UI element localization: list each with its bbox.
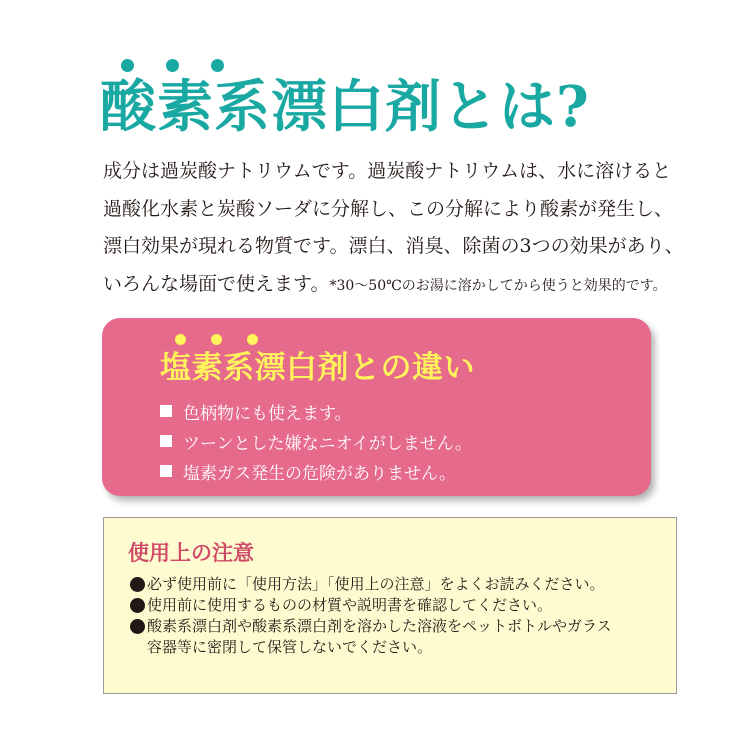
list-item: [130, 616, 612, 658]
list-item: [160, 456, 472, 486]
list-item: [160, 396, 472, 426]
emphasis-dot: [211, 59, 224, 72]
list-item-text: [147, 595, 552, 616]
circle-bullet-icon: [130, 598, 145, 613]
comparison-panel: [102, 318, 651, 496]
page-title: 酸素系漂白剤とは?: [100, 74, 590, 140]
list-item-text: 色柄物にも使えます。: [183, 403, 352, 424]
list-item-line: 容器等に密閉して保管しないでください。: [147, 638, 433, 656]
intro-line: 成分は過炭酸ナトリウムです。過炭酸ナトリウムは、水に溶けると: [103, 160, 672, 182]
intro-line: 過酸化水素と炭酸ソーダに分解し、この分解により酸素が発生し、: [103, 197, 674, 220]
list-item-line: 使用前に使用するものの材質や説明書を確認してください。: [147, 596, 553, 614]
list-item-text: 塩素ガス発生の危険がありません。: [183, 463, 457, 484]
caution-list: [130, 574, 612, 658]
circle-bullet-icon: [130, 577, 145, 592]
intro-paragraph: [103, 153, 693, 305]
list-item-text: [147, 574, 605, 595]
caution-panel: [103, 517, 677, 694]
circle-bullet-icon: [130, 619, 145, 634]
comparison-title: 塩素系漂白剤との違い: [160, 350, 475, 386]
intro-line: [103, 266, 693, 306]
emphasis-dots: [121, 59, 224, 72]
emphasis-dot: [121, 59, 134, 72]
intro-note: *30～50℃のお湯に溶かしてから使うと効果的です。: [329, 277, 667, 294]
caution-title: 使用上の注意: [128, 540, 254, 565]
list-item: [160, 426, 472, 456]
list-item-text: [147, 616, 612, 658]
square-bullet-icon: [160, 435, 172, 447]
emphasis-dot: [166, 59, 179, 72]
list-item-text: ツーンとした嫌なニオイがしません。: [183, 433, 472, 454]
intro-line-text: いろんな場面で使えます。: [103, 272, 330, 295]
square-bullet-icon: [160, 405, 172, 417]
list-item: [130, 574, 612, 595]
comparison-list: [160, 396, 472, 486]
list-item-line: 必ず使用前に「使用方法」「使用上の注意」をよくお読みください。: [147, 575, 605, 593]
square-bullet-icon: [160, 465, 172, 477]
list-item: [130, 595, 612, 616]
list-item-line: 酸素系漂白剤や酸素系漂白剤を溶かした溶液をペットボトルやガラス: [147, 617, 612, 635]
intro-line: 漂白効果が現れる物質です。漂白、消臭、除菌の3つの効果があり、: [103, 235, 684, 257]
